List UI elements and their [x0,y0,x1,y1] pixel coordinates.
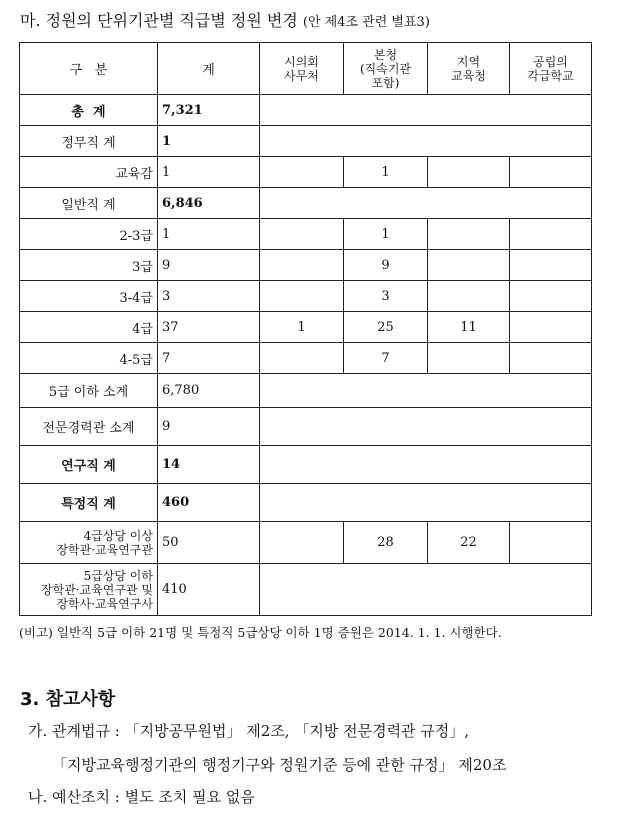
cell-col4 [510,522,592,564]
header-col2 [344,43,428,95]
cell-col2: 3 [344,281,428,312]
merged-blank-cell [260,374,592,408]
table-row [20,157,592,188]
row-label: 정무직 계 [20,126,158,157]
row-label: 일반직 계 [20,188,158,219]
cell-col3 [428,250,510,281]
cell-col2: 1 [344,219,428,250]
table-row [20,343,592,374]
cell-col1 [260,522,344,564]
reference-laws-continuation: 「지방교육행정기관의 행정기구와 정원기준 등에 관한 규정」 제20조 [52,756,507,774]
table-row [20,408,592,446]
row-total: 50 [158,522,260,564]
cell-col1 [260,281,344,312]
cell-col2: 25 [344,312,428,343]
row-total: 1 [158,126,260,157]
header-col1-line2: 사무처 [284,68,319,83]
merged-blank-cell [260,408,592,446]
row-label: 전문경력관 소계 [20,408,158,446]
header-col3 [428,43,510,95]
row-label: 2-3급 [20,219,158,250]
header-col3-line2: 교육청 [451,68,486,83]
row-label: 3-4급 [20,281,158,312]
cell-col4 [510,219,592,250]
table-row [20,281,592,312]
row-total: 1 [158,219,260,250]
section-heading [20,8,430,31]
row-label: 4급 [20,312,158,343]
row-label-line2: 장학관·교육연구관 [56,542,153,557]
header-col1 [260,43,344,95]
cell-col4 [510,250,592,281]
row-total: 37 [158,312,260,343]
table-row [20,564,592,616]
table-row [20,126,592,157]
header-col2-line1: 본청 [373,47,398,62]
heading-sub: (안 제4조 관련 별표3) [302,15,430,30]
table-row [20,312,592,343]
table-row [20,374,592,408]
row-label: 교육감 [20,157,158,188]
header-total: 계 [158,43,260,95]
cell-col4 [510,343,592,374]
table-row [20,188,592,219]
header-col4-line2: 각급학교 [527,68,574,83]
row-total: 9 [158,250,260,281]
merged-blank-cell [260,564,592,616]
header-col4 [510,43,592,95]
table-row [20,446,592,484]
row-total: 7 [158,343,260,374]
cell-col2: 7 [344,343,428,374]
cell-col1 [260,219,344,250]
row-total: 6,846 [158,188,260,219]
header-col1-line1: 시의회 [284,54,319,69]
header-row [20,43,592,95]
header-category: 구 분 [20,43,158,95]
cell-col1 [260,250,344,281]
cell-col3: 22 [428,522,510,564]
row-label: 3급 [20,250,158,281]
table-row [20,95,592,126]
row-label [20,564,158,616]
cell-col3 [428,343,510,374]
row-total: 9 [158,408,260,446]
header-col2-line2: (직속기관 [359,61,412,76]
merged-blank-cell [260,484,592,522]
row-label: 특정직 계 [20,484,158,522]
merged-blank-cell [260,446,592,484]
cell-col2: 1 [344,157,428,188]
heading-main: 마. 정원의 단위기관별 직급별 정원 변경 [20,11,298,30]
row-total: 6,780 [158,374,260,408]
merged-blank-cell [260,95,592,126]
cell-col2: 28 [344,522,428,564]
cell-col3 [428,219,510,250]
row-label: 총 계 [20,95,158,126]
row-label [20,522,158,564]
cell-col1: 1 [260,312,344,343]
row-total: 460 [158,484,260,522]
cell-col3 [428,281,510,312]
header-col2-line3: 포함) [371,75,400,90]
row-total: 1 [158,157,260,188]
header-col3-line1: 지역 [456,54,481,69]
cell-col2: 9 [344,250,428,281]
reference-laws-line: 가. 관계법규 : 「지방공무원법」 제2조, 「지방 전문경력관 규정」, [28,722,470,740]
row-label-line1: 4급상당 이상 [83,528,153,543]
row-label: 4-5급 [20,343,158,374]
cell-col4 [510,157,592,188]
cell-col3 [428,157,510,188]
table-row [20,522,592,564]
row-label: 5급 이하 소계 [20,374,158,408]
cell-col3: 11 [428,312,510,343]
row-label-line1: 5급상당 이하 [83,568,153,583]
budget-measure-line: 나. 예산조치 : 별도 조치 필요 없음 [28,788,255,806]
staffing-table [19,42,592,616]
merged-blank-cell [260,188,592,219]
merged-blank-cell [260,126,592,157]
row-label-line2: 장학관·교육연구관 및 [41,582,153,597]
row-total: 3 [158,281,260,312]
section-title: 3. 참고사항 [20,689,116,710]
cell-col4 [510,312,592,343]
remark-note: (비고) 일반직 5급 이하 21명 및 특정직 5급상당 이하 1명 증원은 2014. 1. 1. 시행한다. [19,625,502,640]
header-col4-line1: 공립의 [533,54,568,69]
cell-col1 [260,157,344,188]
row-label-line3: 장학사·교육연구사 [56,596,153,611]
cell-col1 [260,343,344,374]
table-row [20,219,592,250]
table-row [20,250,592,281]
row-total: 410 [158,564,260,616]
row-total: 14 [158,446,260,484]
row-label: 연구직 계 [20,446,158,484]
table-row [20,484,592,522]
row-total: 7,321 [158,95,260,126]
cell-col4 [510,281,592,312]
